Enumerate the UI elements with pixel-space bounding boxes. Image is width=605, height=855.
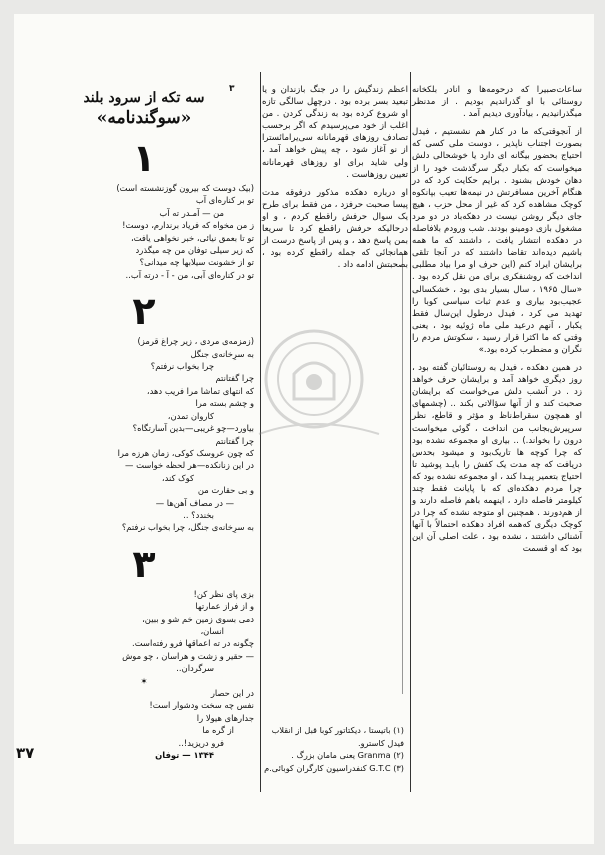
- column-rule-right: [410, 72, 411, 792]
- verse-line: به سرِخانه‌ی جنگل، چرا بخواب نرفتم؟: [121, 522, 254, 533]
- verse-line: چگونه در ته اعماقها فرو رفته‌است.: [132, 638, 254, 649]
- footnote: (۲) Granma یعنی مامان بزرگ .: [291, 750, 404, 760]
- verse-line: از گره ما: [202, 725, 234, 736]
- verse-line: انسان،: [200, 625, 224, 636]
- verse-line: و از فراز عمارتها: [195, 601, 254, 612]
- footnote: (۳) G.T.C کنفدراسیون کارگران کوبائی.م: [264, 762, 404, 773]
- article-paragraph: اعظم زندگیش را در جنگ بازندان و یا تبعید بسر برده بود . درچهل سالگی تازه او شروع کرده بود به زندگی کردن . من اغلب از خود می‌پرسیدم که اگر برحسب تصادف روزهای قهرمانانه سی‌یرامائسترا از نو آغاز شود ، چه پیش خواهد آمد ، ولی شاید برای او روزهای قهرمانانه تعیین روزهاست .: [262, 85, 408, 180]
- verse-line: من — آمـدر ته آب: [159, 207, 224, 218]
- verse-line: فرو دریزید!..: [178, 737, 224, 748]
- verse-line: ز من مخواه که فریاد برندارم، دوست!: [122, 220, 254, 231]
- poem-subtitle: «سوگندنامه»: [96, 108, 192, 128]
- page-number: ۳۷: [16, 744, 35, 762]
- poem-column: [34, 80, 254, 761]
- article-paragraph: از آنجوقتی‌که ما در کنار هم نشستیم ، فیدل بصورت اجتناب ناپذیر ، دوست ملی کسی که احتیاج بحضور بیگانه ای دارد یا خوشحالی دلش میخواست که بکبار دیگر سرگذشت خود را از دهان خودش بشنود . برایم حکایت کرد که در هنگام آخرین مسافرتش در نیمه‌ها تعیب بپانکوه کوچک مشاهده کرد که غیر از محل حزب ، هیچ جای دیگر روشن نیست در دهکه‌باد در دو مرد مشغول بازی دومینو بودند. شب ورودم بلافاصله در دهکده انتشار یافت ، داشتند که ما همه باشیم دیده‌اند تقاضا داشتند که در آنجا تلقی برایشان ایراد کنم (این حرف او مرا بیاد مطلبی انداخت که روشنفکری برای من نقل کرده بود . «سال ۱۹۶۵ ، سال بسیار بدی بود ، خشکسالی عجیب‌بود بیاری و عدم ثبات سیاسی کوبا را تهدید می کرد ، فیدل درطول این‌سال فقط یکبار ، آنهم درعید ملی ماه ژوئیه بود ، یعنی وقتی که ما اکثرا قرار رسید ، سکوتش مردم را نگران و مضطرب کرده بود.»: [412, 127, 582, 355]
- verse-line: کاروان تمدن،: [167, 410, 214, 421]
- poem-signature: ۱۳۴۴ — توفان: [155, 750, 214, 761]
- article-middle-column: [262, 84, 408, 277]
- part-numeral: ۲: [132, 289, 156, 334]
- verse-line: (بیک دوست که بیرون گوزنشسته است): [116, 183, 254, 193]
- verse-line: چرا گفتانتم: [215, 435, 254, 446]
- poem-part-1: [34, 136, 254, 281]
- verse-line: دمی بسوی زمین خم شو و ببین،: [142, 613, 254, 624]
- verse-line: بخندد؟ ..: [183, 509, 214, 520]
- star-separator: ✶: [140, 675, 148, 686]
- poem-part-3: [34, 542, 254, 762]
- article-paragraph: ساعات‌صبیرا که درحومه‌ها و انادر بلکخانه روستائی با او گذراندیم بودیم . از مدنظر میگذرانیدیم ، بیادآوری دیدیم آمد .: [412, 85, 582, 120]
- verse-line: — حقیر و زشت و هراسان ، چو موش: [122, 650, 254, 661]
- verse-line: که چون عروسک کوکی، زمان هرزه مرا: [117, 447, 254, 458]
- poem-top-mark: ۳: [229, 84, 235, 94]
- verse-line: جدارهای هیولا را: [196, 712, 254, 723]
- footnotes: [264, 724, 404, 774]
- verse-line: نفس چه سخت ودشوار است!: [149, 700, 254, 711]
- verse-line: و چشم بسته مرا: [195, 398, 254, 409]
- article-right-column: [412, 84, 582, 562]
- verse-line: تو تا بعمق نیائی، خبر نخواهی یافت،: [130, 232, 254, 243]
- footnote: (۱) باتیستا ، دیکتاتور کوبا قبل از انقلاب فیدل کاسترو.: [271, 725, 404, 748]
- column-rule-mid: [402, 254, 403, 694]
- part-numeral: ۱: [132, 136, 156, 180]
- verse-line: در این حصار: [210, 688, 254, 698]
- verse-line: — در مصاف آهن‌ها —: [155, 497, 234, 508]
- article-paragraph: او درباره دهکده مذکور درفوقه مدت پیسا صحبت حرفزد ، من فقط برای طرح یک سوال حرفش راقطع کردم ، و او درحالیکه حرفش راقطع کرد تا سریعا بمن پاسخ دهد ، و پس از پاسخ درست از همانجائی که جمله راقطع کرده بود ، بصحبتش ادامه داد .: [262, 187, 408, 271]
- verse-line: بیاورد—چو غریبی—بدین آسارتگاه؟: [132, 423, 254, 434]
- verse-line: به سرِخانه‌ی جنگل: [190, 348, 254, 359]
- article-paragraph: در همین دهکده ، فیدل به روستائیان گفته بود ، روز دیگری خواهد آمد و برایشان حرف خواهد زد . در آنشب دلش می‌خواست که برایشان صحبت کند و از آنها سؤالاتی بکند .. (چشمهای او همچون سقراط‌ناظ و مؤثر و قاطع، نظر سرپیرش‌بجانب من انداخت ، گوئی میخواست درون را بخواند.) .. بیاری او مجموعه نشده بود که چرا کوچه ها تاریک‌بود و میشود بحدس دریافت که چه مدت یک کفش را بایـد پوشید تا احتیاج بتعمیر پیـدا کند ، او مجموعه نشده بود که چرا مردم دهکده‌ای که با پایانت فقط چند کیلومتر فاصله دارد ، اینهمه باهم فاصله دارند و از هم‌دورند . همچنین او متوجه نشده که چرا در کوچک دیگری که‌همه افراد دهکده احتمالاً با آنها آشنائی داشتند ، نشده بود ، علت اصلی آن این بود که او قسمت: [412, 363, 582, 555]
- verse-line: که انتهای تماشا مرا فریب دهد،: [146, 385, 254, 396]
- verse-line: چرا گفتانتم: [215, 373, 254, 384]
- verse-line: و بی حقارت من: [197, 485, 254, 496]
- verse-line: چرا بخواب نرفتم؟: [150, 361, 214, 372]
- verse-line: (زمزمه‌ی مردی ، زیر چراغ قرمز): [137, 336, 254, 347]
- verse-line: که زیر سیلی توفان من چه میگذرد: [135, 245, 254, 256]
- verse-line: سرگردان..: [176, 663, 214, 674]
- library-seal-watermark: [239, 304, 389, 454]
- part-numeral: ۳: [132, 541, 156, 586]
- verse-line: تو بر کناره‌ای آب: [195, 195, 254, 206]
- poem-part-2: [34, 289, 254, 534]
- poem-title: سه تکه از سرود بلند: [83, 90, 205, 106]
- verse-line: در این زنانکده—هر لحظه خواست —: [125, 460, 254, 471]
- verse-line: کوک کند،: [161, 472, 194, 483]
- magazine-page: [14, 14, 594, 844]
- verse-line: تو در کناره‌ای آبی، من - آ - درته آب..: [125, 269, 254, 280]
- verse-line: تو از خشونت سیلابها چه میدانی؟: [139, 257, 254, 268]
- verse-line: بزی پای نظر کن!: [193, 588, 254, 599]
